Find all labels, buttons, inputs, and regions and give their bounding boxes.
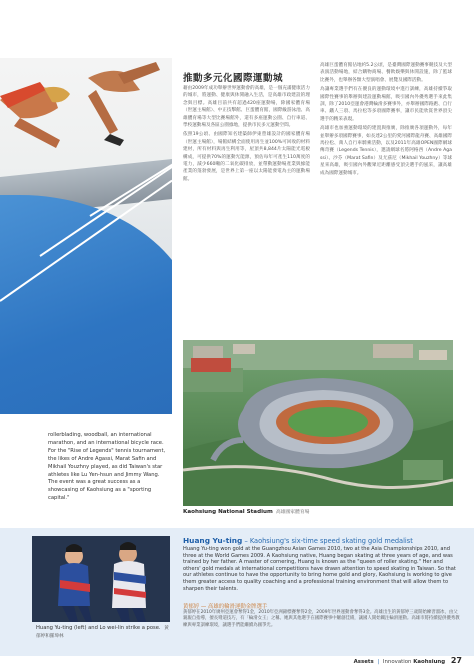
skaters-illustration	[32, 536, 170, 622]
stadium-caption-en: Kaohsiung National Stadium	[183, 509, 273, 515]
footer-brand: Assets	[353, 659, 374, 665]
profile-title-zh: 黃郁婷 — 高雄的輪滑運動金牌選手	[183, 604, 268, 610]
photo-caption-en: Huang Yu-ting (left) and Lo wei-lin strike a pose.	[36, 625, 161, 631]
chinese-paragraph: 高雄巨蛋體育館佔地約5.2公頃，是臺灣國際運動賽事競技及大型表演活動場地，結合購物商場、餐飲娛樂與休閒設施，除了籃球比賽外，也舉辦各類大型演唱會、展覽及國際活動。	[320, 63, 452, 83]
profile-body-en: Huang Yu-ting won gold at the Guangzhou Asian Games 2010, two at the Asia Championships 2010, and three at the World Games 2009. A Kaohsiung native, Huang began skating at three years of age, and was trained by her father. A master of cornering, Huang is known as the "queen of roller skating." Her and others' gold medals at international competitions have drawn attention to speed skating in Taiwan. So that our athletes continue to have the opportunity to bring home gold and glory, Kaohsiung is working to give them greater access to quality coaching and a professional training environment that will allow them to sharpen their talents.	[183, 546, 456, 592]
article-heading: 推動多元化國際運動城	[183, 73, 284, 84]
footer-subtitle: Innovation	[382, 659, 412, 665]
chinese-paragraph: 依照19公頃、由國際知名建築師伊東豊雄設計的國家體育場（世運主場館），場館結構全面使用再生並100%可回收的材料建材，所有材料與再生利用等，屋頂共8,844片太陽能光電板構成，可提供70%的運動光能源，預估每年可產生110萬度的電力，減少660噸的二氧化碳排放，並帶動運動場產業與綠能產業的蓬勃發展，是世界上第一座以太陽能發電為主的運動場館。	[183, 132, 310, 182]
profile-name: Huang Yu-ting	[183, 536, 243, 545]
profile-title	[183, 536, 463, 545]
stadium-aerial-photo	[183, 340, 453, 506]
chinese-paragraph: 藉由2009年成功舉辦世界運動會的高雄，是一個充滿健康活力的城市，將運動、健康與休閒融入生活，是高雄市政建設的理念與目標。高雄目前共有超過420座運動場，除國家體育場（世運主場館）、中正技擊館、巨蛋體育館，國際級游泳池、高雄體育場等大型比賽場館外，還有多座運動公園、自行車道、學校運動場及各區公園綠地，提供市民多元運動空間。	[183, 86, 310, 129]
photo-caption-zh: 黃郁婷和羅瑋林	[36, 626, 169, 639]
stadium-illustration	[183, 340, 453, 506]
chinese-text-column-1	[183, 85, 310, 185]
runners-photo	[0, 0, 172, 414]
chinese-text-column-2	[320, 62, 452, 179]
stadium-caption-zh: 高雄國家體育場	[275, 510, 310, 515]
skaters-photo	[32, 536, 170, 622]
blue-running-track	[0, 195, 172, 414]
page-number: 27	[450, 656, 462, 665]
runner-silhouettes	[0, 60, 172, 210]
stadium-caption	[183, 508, 443, 515]
skaters-photo-caption	[36, 625, 172, 641]
chinese-paragraph: 為讓專業選手們有在優良的運動環境中進行訓練，高雄持續爭取國際性賽事的舉辦與建設運動場館，吸引國內外優秀選手來此集訓，除了2010亞運會港灣輪滑多賽事外，亦舉辦國際路跑、自行車、鐵人三項、馬拉松等多項國際賽事，讓市民能欣賞世界頂尖選手的精采表現。	[320, 87, 452, 122]
chinese-paragraph: 高雄市也加強運動環境的建置與推廣，除推廣各項運動外，每年並舉辦多項國際賽事，如長達2公里的愛河國際龍舟賽、高雄國際馬拉松、萬人自行車騎乘活動，以及2011年高雄OPEN國際網球傳奇賽（Legends Tennis），邀請網球名將阿格西（Andre Agassi）、沙芬（Marat Safin）及尤茲尼（Mikhail Youzhny）等球星來高雄，吸引國內外觀眾近距離感受頂尖選手的風采，讓高雄成為國際運動城市。	[320, 126, 452, 176]
footer-city: Kaohsiung	[413, 659, 446, 665]
profile-tagline: – Kaohsiung's six-time speed skating gold medalist	[244, 537, 413, 545]
footer-separator: |	[377, 659, 380, 665]
english-text-column: rollerblading, woodball, an international marathon, and an international bicycle race. For the "Rise of Legends" tennis tournament, the likes of Andre Agassi, Marat Safin and Mikhail Youzhny played, as did Taiwan's star athletes like Lu Yen-hsun and Jimmy Wang. The event was a great success as a showcasing of Kaohsiung as a "sporting capital."	[48, 432, 166, 502]
page-footer	[354, 656, 462, 665]
profile-body-zh: 黃郁婷在2010年廣州亞運會奪得1金，2010年亞洲錦標賽奪得2金，2009年世界運動會奪得3金。高雄出生的黃郁婷三歲開始練習溜冰，由父親親自指導，擅長彎道技巧，有「輪滑女王」之稱。她與其他選手在國際賽事中屢創佳績，讓國人開始關注輪滑運動。高雄市將持續提供優秀教練與專業訓練環境，讓選手們能繼續為國爭光。	[183, 610, 460, 628]
